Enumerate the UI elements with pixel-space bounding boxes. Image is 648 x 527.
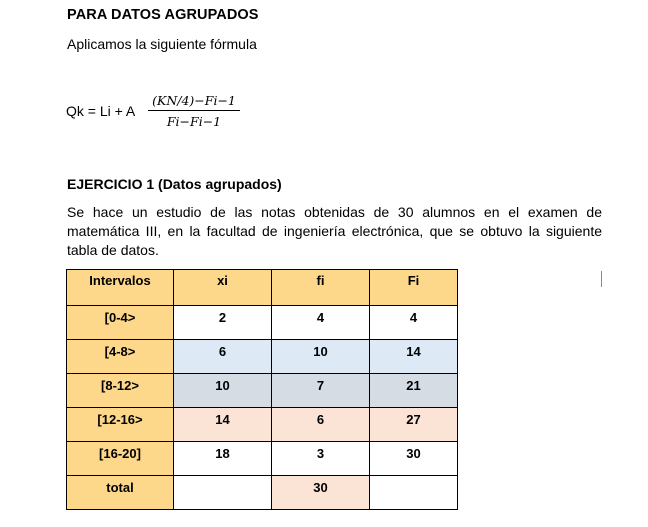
- xi-cell: 18: [174, 442, 272, 476]
- Fi-cell: 27: [370, 408, 458, 442]
- interval-cell: [4-8>: [67, 340, 174, 374]
- header-xi: xi: [174, 270, 272, 306]
- interval-cell: [12-16>: [67, 408, 174, 442]
- formula-fraction: [146, 92, 242, 130]
- table-row: [67, 306, 458, 340]
- frequency-table: [66, 269, 458, 510]
- header-fi: fi: [272, 270, 370, 306]
- exercise-text: Se hace un estudio de las notas obtenidas de 30 alumnos en el examen de matemática III, en la facultad de ingeniería electrónica, que se obtuvo la siguiente tabla de datos.: [67, 204, 602, 258]
- Fi-cell: 21: [370, 374, 458, 408]
- xi-cell: 10: [174, 374, 272, 408]
- Fi-cell: 4: [370, 306, 458, 340]
- interval-cell: [0-4>: [67, 306, 174, 340]
- fi-cell: 10: [272, 340, 370, 374]
- formula-denominator: Fi−Fi−1: [166, 114, 222, 129]
- table-total-row: [67, 476, 458, 510]
- text-cursor: [601, 271, 602, 287]
- quartile-formula: [66, 92, 326, 132]
- Fi-cell: 14: [370, 340, 458, 374]
- exercise-title: EJERCICIO 1 (Datos agrupados): [67, 176, 282, 192]
- interval-cell: [16-20]: [67, 442, 174, 476]
- table-row: [67, 340, 458, 374]
- total-Fi-cell: [370, 476, 458, 510]
- xi-cell: 2: [174, 306, 272, 340]
- table-row: [67, 374, 458, 408]
- xi-cell: 14: [174, 408, 272, 442]
- total-label: total: [67, 476, 174, 510]
- section-heading: PARA DATOS AGRUPADOS: [67, 7, 259, 23]
- fi-cell: 6: [272, 408, 370, 442]
- formula-lhs: Qk = Li + A: [66, 103, 136, 119]
- intro-text: Aplicamos la siguiente fórmula: [67, 36, 257, 52]
- table-row: [67, 408, 458, 442]
- fi-cell: 4: [272, 306, 370, 340]
- interval-cell: [8-12>: [67, 374, 174, 408]
- header-Fi: Fi: [370, 270, 458, 306]
- total-xi-cell: [174, 476, 272, 510]
- Fi-cell: 30: [370, 442, 458, 476]
- table-header-row: [67, 270, 458, 306]
- total-fi-cell: 30: [272, 476, 370, 510]
- fraction-bar: [148, 110, 240, 111]
- table-row: [67, 442, 458, 476]
- header-intervalos: Intervalos: [67, 270, 174, 306]
- fi-cell: 3: [272, 442, 370, 476]
- formula-numerator: (KN/4)−Fi−1: [152, 93, 236, 108]
- xi-cell: 6: [174, 340, 272, 374]
- fi-cell: 7: [272, 374, 370, 408]
